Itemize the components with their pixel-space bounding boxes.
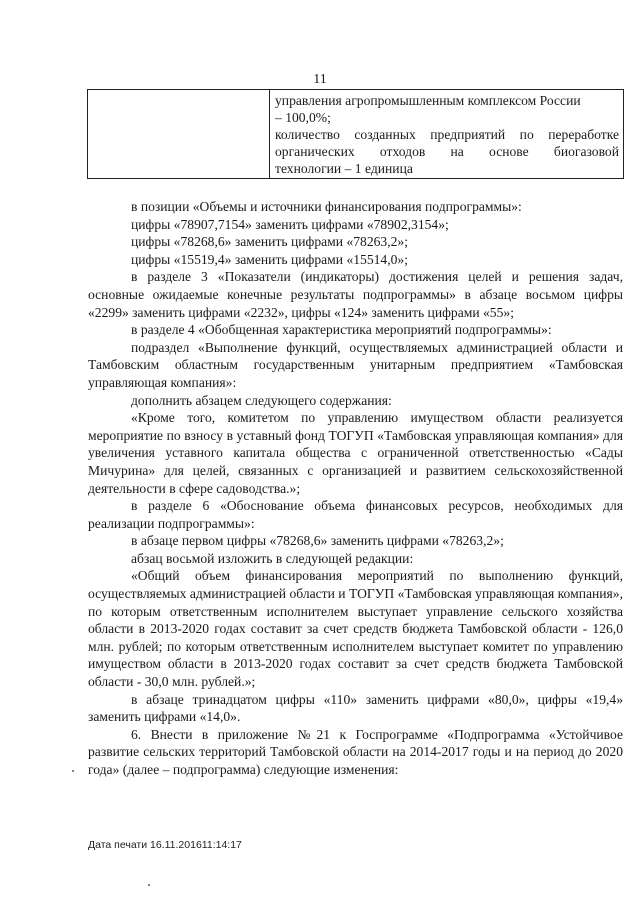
page-number: 11 [313,72,327,87]
paragraph: в разделе 3 «Показатели (индикаторы) достижения целей и решения задач, основные ожидаемые конечные результаты подпрограммы» в абзаце восьмом цифры «2299» заменить цифрами «2232», цифры «124» заменить цифрами «55»; [88,269,623,320]
paragraph: в разделе 4 «Обобщенная характеристика мероприятий подпрограммы»: [131,322,552,338]
paragraph: 6. Внести в приложение №21 к Госпрограмме «Подпрограмма «Устойчивое развитие сельских территорий Тамбовской области на 2014-2017 годы и на период до 2020 года» (далее – подпрограмма) следующие изменения: [88,726,623,777]
paragraph: «Кроме того, комитетом по управлению имуществом области реализуется мероприятие по взносу в уставный фонд ТОГУП «Тамбовская управляющая компания» для увеличения уставного капитала общества с ограниченной ответственностью «Сады Мичурина» для целей, связанных с организацией и развитием сельскохозяйственной деятельности в сфере садоводства.»; [88,410,623,496]
paragraph: дополнить абзацем следующего содержания: [131,392,392,408]
table-line: количество созданных предприятий по переработке [275,127,619,142]
paragraph: в абзаце первом цифры «78268,6» заменить цифрами «78263,2»; [131,533,504,549]
table-line: технологии – 1 единица [275,161,413,176]
scan-speck [148,884,150,886]
paragraph: абзац восьмой изложить в следующей редакции: [131,550,414,566]
paragraph: цифры «78907,7154» заменить цифрами «78902,3154»; [131,216,449,232]
table-line: органических отходов на основе биогазовой [275,144,619,159]
document-body [88,198,623,779]
paragraph: в абзаце тринадцатом цифры «110» заменить цифрами «80,0», цифры «19,4» заменить цифрами «14,0». [88,691,623,725]
table-right-cell [270,90,624,179]
table-line: – 100,0%; [275,110,331,125]
table-left-cell [88,90,270,179]
print-date: Дата печати 16.11.201611:14:17 [88,839,242,851]
scan-speck [72,770,74,772]
paragraph: цифры «78268,6» заменить цифрами «78263,2»; [131,234,408,250]
paragraph: «Общий объем финансирования мероприятий по выполнению функций, осуществляемых администрацией области и ТОГУП «Тамбовская управляющая компания», по которым ответственным исполнителем выступает управление сельского хозяйства области в 2013-2020 годах составит за счет средств бюджета Тамбовской области - 126,0 млн. рублей; по которым ответственным исполнителем выступает комитет по управлению имуществом области в 2013-2020 годах составит за счет средств бюджета Тамбовской области - 30,0 млн. рублей.»; [88,568,624,690]
paragraph: подраздел «Выполнение функций, осуществляемых администрацией области и Тамбовским областным государственным унитарным предприятием «Тамбовская управляющая компания»: [88,339,623,390]
paragraph: в позиции «Объемы и источники финансирования подпрограммы»: [131,199,522,214]
continuation-table [87,89,624,179]
paragraph: цифры «15519,4» заменить цифрами «15514,0»; [131,251,408,267]
table-line: управления агропромышленным комплексом России [275,93,581,108]
paragraph: в разделе 6 «Обоснование объема финансовых ресурсов, необходимых для реализации подпрограммы»: [88,498,623,531]
